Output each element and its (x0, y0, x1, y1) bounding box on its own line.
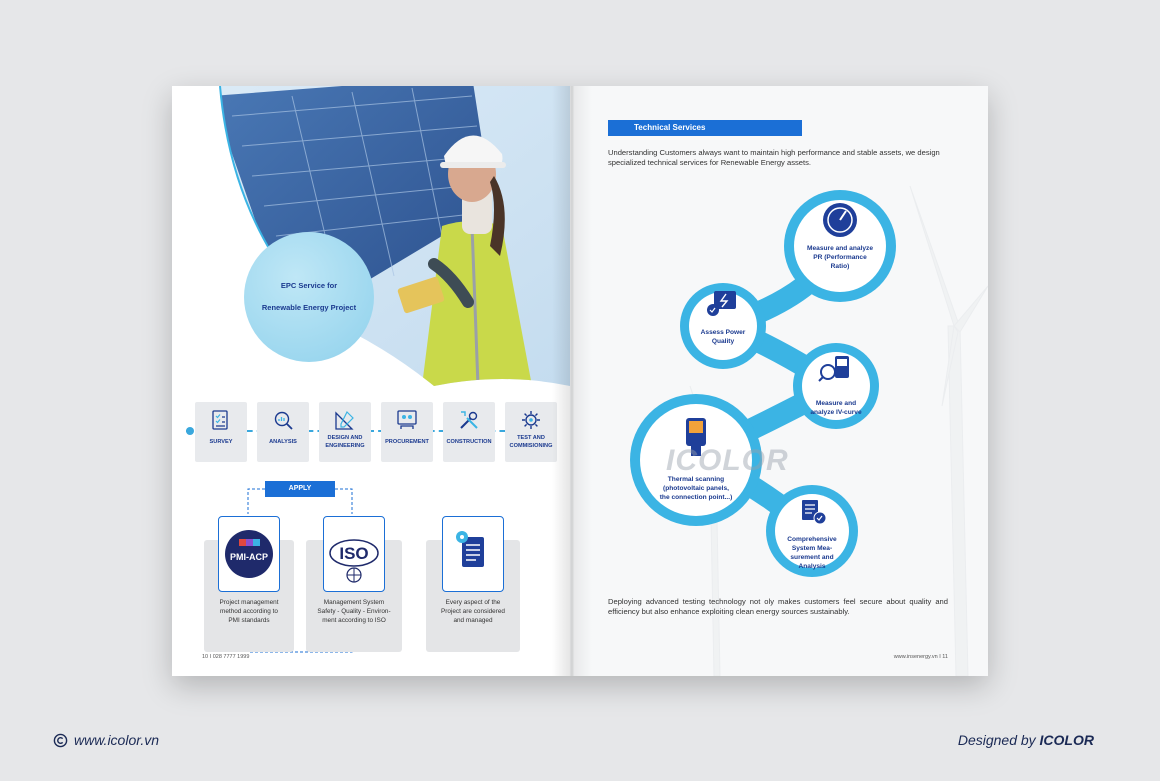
card-pmi-text: Project management method according to PMI standards (219, 599, 279, 624)
iso-logo-icon (324, 517, 384, 591)
technical-services-title: Technical Services (608, 120, 802, 136)
analysis-magnifier-icon (271, 408, 295, 432)
left-page-footer: 10 I 028 7777 1999 (202, 654, 250, 660)
design-drafting-icon (333, 408, 357, 432)
survey-checklist-icon (209, 408, 233, 432)
step-procurement (381, 402, 433, 462)
technical-services-outro: Deploying advanced testing technology not oly makes customers feel secure about quality and efficiency but also enhance exploiting clean energy sources sustainably. (608, 597, 948, 616)
copyright-icon (53, 733, 68, 748)
left-page (172, 86, 570, 676)
step-label-construction: CONSTRUCTION (446, 439, 492, 445)
card-iso-logo-box (323, 516, 385, 592)
epc-service-badge (244, 232, 374, 362)
pmi-acp-logo-icon (219, 517, 279, 591)
iso-logo-text: ISO (339, 544, 369, 563)
gauge-icon (823, 203, 857, 237)
flow-start-dot (186, 427, 194, 435)
construction-tools-icon (457, 408, 481, 432)
icolor-watermark: ICOLOR (666, 444, 789, 477)
epc-process-flow (186, 402, 556, 462)
card-pmi-logo-box (218, 516, 280, 592)
designed-by-prefix: Designed by (957, 732, 1040, 748)
step-construction (443, 402, 495, 462)
service-label-system: Comprehensive System Mea- surement and Analysis (787, 536, 837, 570)
badge-line-1: EPC Service for (280, 281, 338, 290)
procurement-people-icon (395, 408, 419, 432)
designed-by-credit (958, 732, 1094, 748)
step-label-survey: SURVEY (209, 439, 233, 445)
step-test (505, 402, 557, 462)
badge-line-2: Renewable Energy Project (261, 303, 357, 312)
step-label-design: DESIGN AND ENGINEERING (325, 435, 365, 449)
brochure-spread (172, 86, 988, 676)
step-analysis (257, 402, 309, 462)
solar-worker-photo (172, 86, 570, 386)
step-label-analysis: ANALYSIS (269, 439, 297, 445)
right-page (570, 86, 988, 676)
document-gear-icon (443, 517, 503, 591)
service-label-thermal: Thermal scanning (photovoltaic panels, the connection point...) (659, 476, 733, 501)
website-link[interactable]: www.icolor.vn (74, 732, 160, 748)
card-iso-text: Management System Safety - Quality - Environ- ment according to ISO (317, 599, 391, 624)
pmi-logo-text: PMI-ACP (230, 552, 268, 562)
card-manage-logo-box (442, 516, 504, 592)
step-survey (195, 402, 247, 462)
services-bubble-diagram (570, 86, 988, 676)
apply-label: APPLY (265, 481, 335, 497)
card-manage-text: Every aspect of the Project are considered and managed (441, 599, 505, 624)
technical-services-intro: Understanding Customers always want to maintain high performance and stable assets, we design specialized technical services for Renewable Energy assets. (608, 148, 940, 167)
standards-cards (172, 506, 570, 656)
step-label-test: TEST AND COMMISIONING (509, 435, 553, 449)
service-label-power: Assess Power Quality (700, 329, 746, 345)
test-gear-icon (519, 408, 543, 432)
service-label-pr: Measure and analyze PR (Performance Ratio) (807, 245, 873, 270)
designed-by-brand: ICOLOR (1039, 732, 1094, 748)
step-label-procurement: PROCUREMENT (385, 439, 429, 445)
service-label-iv: Measure and analyze IV-curve (810, 400, 862, 416)
right-page-footer: www.insenergy.vn I 11 (893, 654, 948, 660)
step-design (319, 402, 371, 462)
website-credit[interactable] (53, 732, 159, 748)
